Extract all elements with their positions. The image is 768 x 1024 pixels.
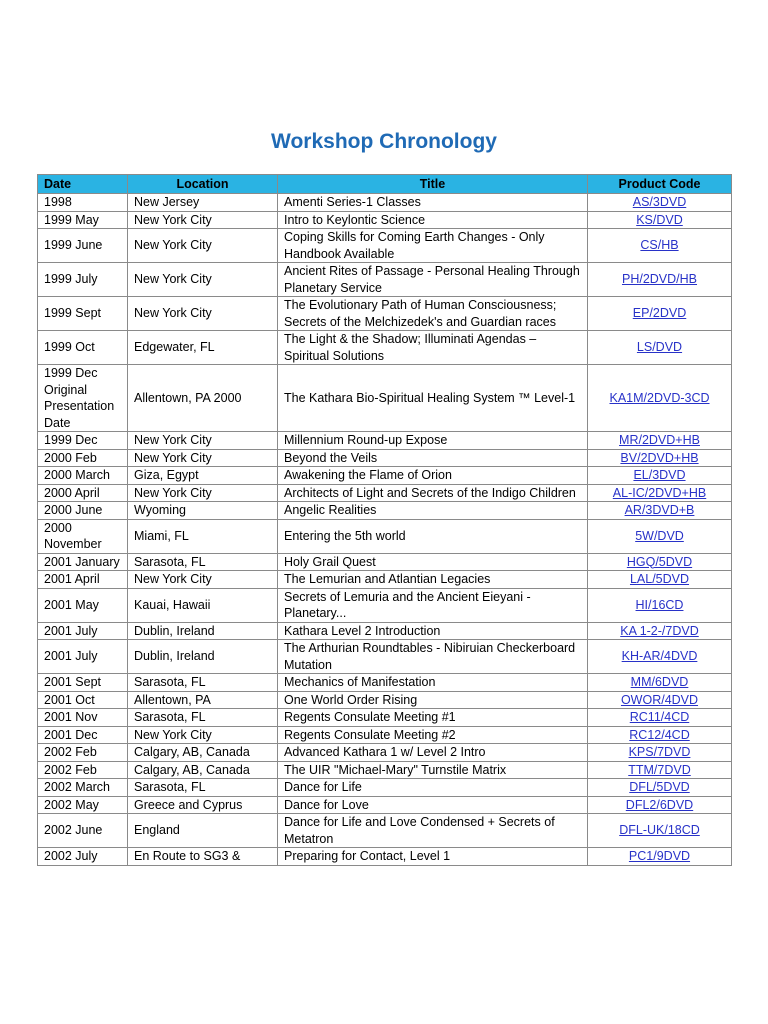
table-row — [38, 691, 732, 709]
table-row — [38, 588, 732, 622]
table-row — [38, 449, 732, 467]
table-row — [38, 263, 732, 297]
cell-date: 2001 Nov — [38, 709, 128, 727]
cell-location: Miami, FL — [128, 519, 278, 553]
cell-date: 2002 May — [38, 796, 128, 814]
cell-location: Allentown, PA — [128, 691, 278, 709]
cell-date: 1999 May — [38, 211, 128, 229]
cell-date: 2000 November — [38, 519, 128, 553]
cell-location: Sarasota, FL — [128, 709, 278, 727]
table-row — [38, 211, 732, 229]
table-row — [38, 297, 732, 331]
cell-location: Dublin, Ireland — [128, 640, 278, 674]
product-code-link[interactable]: DFL/5DVD — [629, 780, 690, 794]
cell-date: 2001 July — [38, 640, 128, 674]
table-row — [38, 796, 732, 814]
cell-title: Dance for Life — [278, 779, 588, 797]
cell-product-code — [588, 674, 732, 692]
cell-product-code — [588, 553, 732, 571]
cell-product-code — [588, 588, 732, 622]
product-code-link[interactable]: KH-AR/4DVD — [621, 649, 698, 664]
page-title: Workshop Chronology — [271, 130, 497, 153]
cell-title: Angelic Realities — [278, 502, 588, 520]
cell-product-code — [588, 432, 732, 450]
product-code-link[interactable]: AR/3DVD+B — [624, 503, 695, 517]
cell-location: Edgewater, FL — [128, 331, 278, 365]
cell-title: The Kathara Bio-Spiritual Healing System ™ Level-1 — [278, 365, 588, 432]
header-location: Location — [128, 175, 278, 194]
workshop-table — [37, 174, 732, 866]
product-code-link[interactable]: LS/DVD — [636, 340, 683, 355]
cell-product-code — [588, 365, 732, 432]
cell-date: 1999 Oct — [38, 331, 128, 365]
cell-location: New York City — [128, 229, 278, 263]
cell-product-code — [588, 622, 732, 640]
product-code-link[interactable]: EP/2DVD — [632, 306, 687, 321]
product-code-link[interactable]: KA 1-2-/7DVD — [620, 623, 699, 638]
product-code-link[interactable]: RC11/4CD — [629, 710, 690, 724]
cell-product-code — [588, 519, 732, 553]
cell-title: Entering the 5th world — [278, 519, 588, 553]
cell-product-code — [588, 779, 732, 797]
cell-date: 2001 Oct — [38, 691, 128, 709]
table-row — [38, 622, 732, 640]
cell-location: Calgary, AB, Canada — [128, 761, 278, 779]
cell-date: 1999 Dec — [38, 432, 128, 450]
table-row — [38, 761, 732, 779]
cell-product-code — [588, 814, 732, 848]
cell-product-code — [588, 640, 732, 674]
cell-location: Sarasota, FL — [128, 553, 278, 571]
cell-title: The Arthurian Roundtables - Nibiruian Checkerboard Mutation — [278, 640, 588, 674]
cell-product-code — [588, 744, 732, 762]
cell-location: New Jersey — [128, 194, 278, 212]
cell-title: Dance for Love — [278, 796, 588, 814]
cell-date: 2000 June — [38, 502, 128, 520]
cell-title: Awakening the Flame of Orion — [278, 467, 588, 485]
cell-title: Preparing for Contact, Level 1 — [278, 848, 588, 866]
cell-date: 2002 Feb — [38, 744, 128, 762]
cell-date: 1998 — [38, 194, 128, 212]
table-row — [38, 674, 732, 692]
cell-date: 2001 May — [38, 588, 128, 622]
cell-product-code — [588, 571, 732, 589]
product-code-link[interactable]: PC1/9DVD — [628, 849, 691, 863]
cell-date: 2001 Dec — [38, 726, 128, 744]
cell-title: Architects of Light and Secrets of the Indigo Children — [278, 484, 588, 502]
product-code-link[interactable]: HI/16CD — [635, 597, 684, 612]
cell-date: 2002 Feb — [38, 761, 128, 779]
cell-title: Intro to Keylontic Science — [278, 211, 588, 229]
cell-location: Calgary, AB, Canada — [128, 744, 278, 762]
cell-location: New York City — [128, 726, 278, 744]
cell-date: 2001 April — [38, 571, 128, 589]
cell-date: 2002 July — [38, 848, 128, 866]
cell-date: 2000 Feb — [38, 449, 128, 467]
cell-title: One World Order Rising — [278, 691, 588, 709]
table-row — [38, 553, 732, 571]
table-row — [38, 502, 732, 520]
cell-product-code — [588, 297, 732, 331]
table-row — [38, 467, 732, 485]
cell-location: New York City — [128, 297, 278, 331]
cell-title: The Lemurian and Atlantian Legacies — [278, 571, 588, 589]
cell-title: Dance for Life and Love Condensed + Secrets of Metatron — [278, 814, 588, 848]
product-code-link[interactable]: OWOR/4DVD — [620, 692, 699, 707]
cell-date: 2000 April — [38, 484, 128, 502]
product-code-link[interactable]: EL/3DVD — [633, 468, 686, 482]
cell-title: Coping Skills for Coming Earth Changes - Only Handbook Available — [278, 229, 588, 263]
table-body — [38, 194, 732, 866]
cell-title: Regents Consulate Meeting #2 — [278, 726, 588, 744]
product-code-link[interactable]: 5W/DVD — [635, 528, 684, 543]
table-row — [38, 194, 732, 212]
cell-location: New York City — [128, 211, 278, 229]
cell-date: 2000 March — [38, 467, 128, 485]
product-code-link[interactable]: CS/HB — [640, 238, 679, 253]
cell-product-code — [588, 229, 732, 263]
cell-location: Greece and Cyprus — [128, 796, 278, 814]
header-title: Title — [278, 175, 588, 194]
cell-location: Sarasota, FL — [128, 779, 278, 797]
cell-date: 2002 June — [38, 814, 128, 848]
header-date: Date — [38, 175, 128, 194]
cell-location: Sarasota, FL — [128, 674, 278, 692]
table-row — [38, 726, 732, 744]
cell-product-code — [588, 709, 732, 727]
table-row — [38, 744, 732, 762]
cell-title: Beyond the Veils — [278, 449, 588, 467]
table-row — [38, 519, 732, 553]
product-code-link[interactable]: KPS/7DVD — [628, 745, 691, 759]
table-row — [38, 709, 732, 727]
product-code-link[interactable]: MM/6DVD — [630, 675, 689, 689]
product-code-link[interactable]: DFL2/6DVD — [625, 797, 694, 812]
cell-product-code — [588, 761, 732, 779]
cell-location: New York City — [128, 263, 278, 297]
cell-title: Ancient Rites of Passage - Personal Healing Through Planetary Service — [278, 263, 588, 297]
cell-product-code — [588, 502, 732, 520]
cell-date: 1999 June — [38, 229, 128, 263]
product-code-link[interactable]: KA1M/2DVD-3CD — [609, 390, 710, 405]
table-row — [38, 848, 732, 866]
cell-title: Regents Consulate Meeting #1 — [278, 709, 588, 727]
cell-location: Wyoming — [128, 502, 278, 520]
cell-product-code — [588, 211, 732, 229]
table-row — [38, 229, 732, 263]
cell-title: The UIR "Michael-Mary" Turnstile Matrix — [278, 761, 588, 779]
cell-title: Advanced Kathara 1 w/ Level 2 Intro — [278, 744, 588, 762]
cell-location: Dublin, Ireland — [128, 622, 278, 640]
cell-location: New York City — [128, 571, 278, 589]
cell-title: The Light & the Shadow; Illuminati Agendas – Spiritual Solutions — [278, 331, 588, 365]
cell-product-code — [588, 449, 732, 467]
cell-location: England — [128, 814, 278, 848]
product-code-link[interactable]: RC12/4CD — [629, 727, 690, 742]
cell-date: 1999 Sept — [38, 297, 128, 331]
cell-product-code — [588, 484, 732, 502]
cell-title: Millennium Round-up Expose — [278, 432, 588, 450]
product-code-link[interactable]: AL-IC/2DVD+HB — [612, 485, 707, 500]
cell-title: Mechanics of Manifestation — [278, 674, 588, 692]
product-code-link[interactable]: PH/2DVD/HB — [621, 272, 698, 287]
table-row — [38, 779, 732, 797]
product-code-link[interactable]: LAL/5DVD — [629, 572, 690, 586]
cell-date: 2001 Sept — [38, 674, 128, 692]
cell-product-code — [588, 467, 732, 485]
cell-product-code — [588, 796, 732, 814]
cell-title: Holy Grail Quest — [278, 553, 588, 571]
cell-product-code — [588, 848, 732, 866]
cell-date: 2002 March — [38, 779, 128, 797]
header-product-code: Product Code — [588, 175, 732, 194]
cell-title: Kathara Level 2 Introduction — [278, 622, 588, 640]
product-code-link[interactable]: TTM/7DVD — [628, 762, 691, 777]
cell-location: Giza, Egypt — [128, 467, 278, 485]
table-row — [38, 331, 732, 365]
cell-location: New York City — [128, 432, 278, 450]
product-code-link[interactable]: BV/2DVD+HB — [620, 450, 699, 465]
cell-product-code — [588, 194, 732, 212]
table-row — [38, 640, 732, 674]
product-code-link[interactable]: HGQ/5DVD — [626, 554, 693, 569]
table-row — [38, 814, 732, 848]
cell-product-code — [588, 331, 732, 365]
cell-title: The Evolutionary Path of Human Consciousness; Secrets of the Melchizedek's and Guardian races — [278, 297, 588, 331]
cell-title: Secrets of Lemuria and the Ancient Eieyani - Planetary... — [278, 588, 588, 622]
cell-product-code — [588, 263, 732, 297]
cell-date: 2001 January — [38, 553, 128, 571]
cell-title: Amenti Series-1 Classes — [278, 194, 588, 212]
cell-product-code — [588, 691, 732, 709]
table-header — [38, 175, 732, 194]
cell-date: 2001 July — [38, 622, 128, 640]
cell-location: New York City — [128, 484, 278, 502]
cell-location: En Route to SG3 & — [128, 848, 278, 866]
table-row — [38, 432, 732, 450]
cell-date: 1999 Dec Original Presentation Date — [38, 365, 128, 432]
table-row — [38, 571, 732, 589]
product-code-link[interactable]: KS/DVD — [636, 212, 683, 227]
table-row — [38, 484, 732, 502]
product-code-link[interactable]: MR/2DVD+HB — [619, 433, 700, 447]
cell-product-code — [588, 726, 732, 744]
product-code-link[interactable]: AS/3DVD — [632, 195, 687, 209]
cell-location: New York City — [128, 449, 278, 467]
cell-location: Kauai, Hawaii — [128, 588, 278, 622]
product-code-link[interactable]: DFL-UK/18CD — [619, 823, 700, 838]
cell-date: 1999 July — [38, 263, 128, 297]
table-row — [38, 365, 732, 432]
cell-location: Allentown, PA 2000 — [128, 365, 278, 432]
